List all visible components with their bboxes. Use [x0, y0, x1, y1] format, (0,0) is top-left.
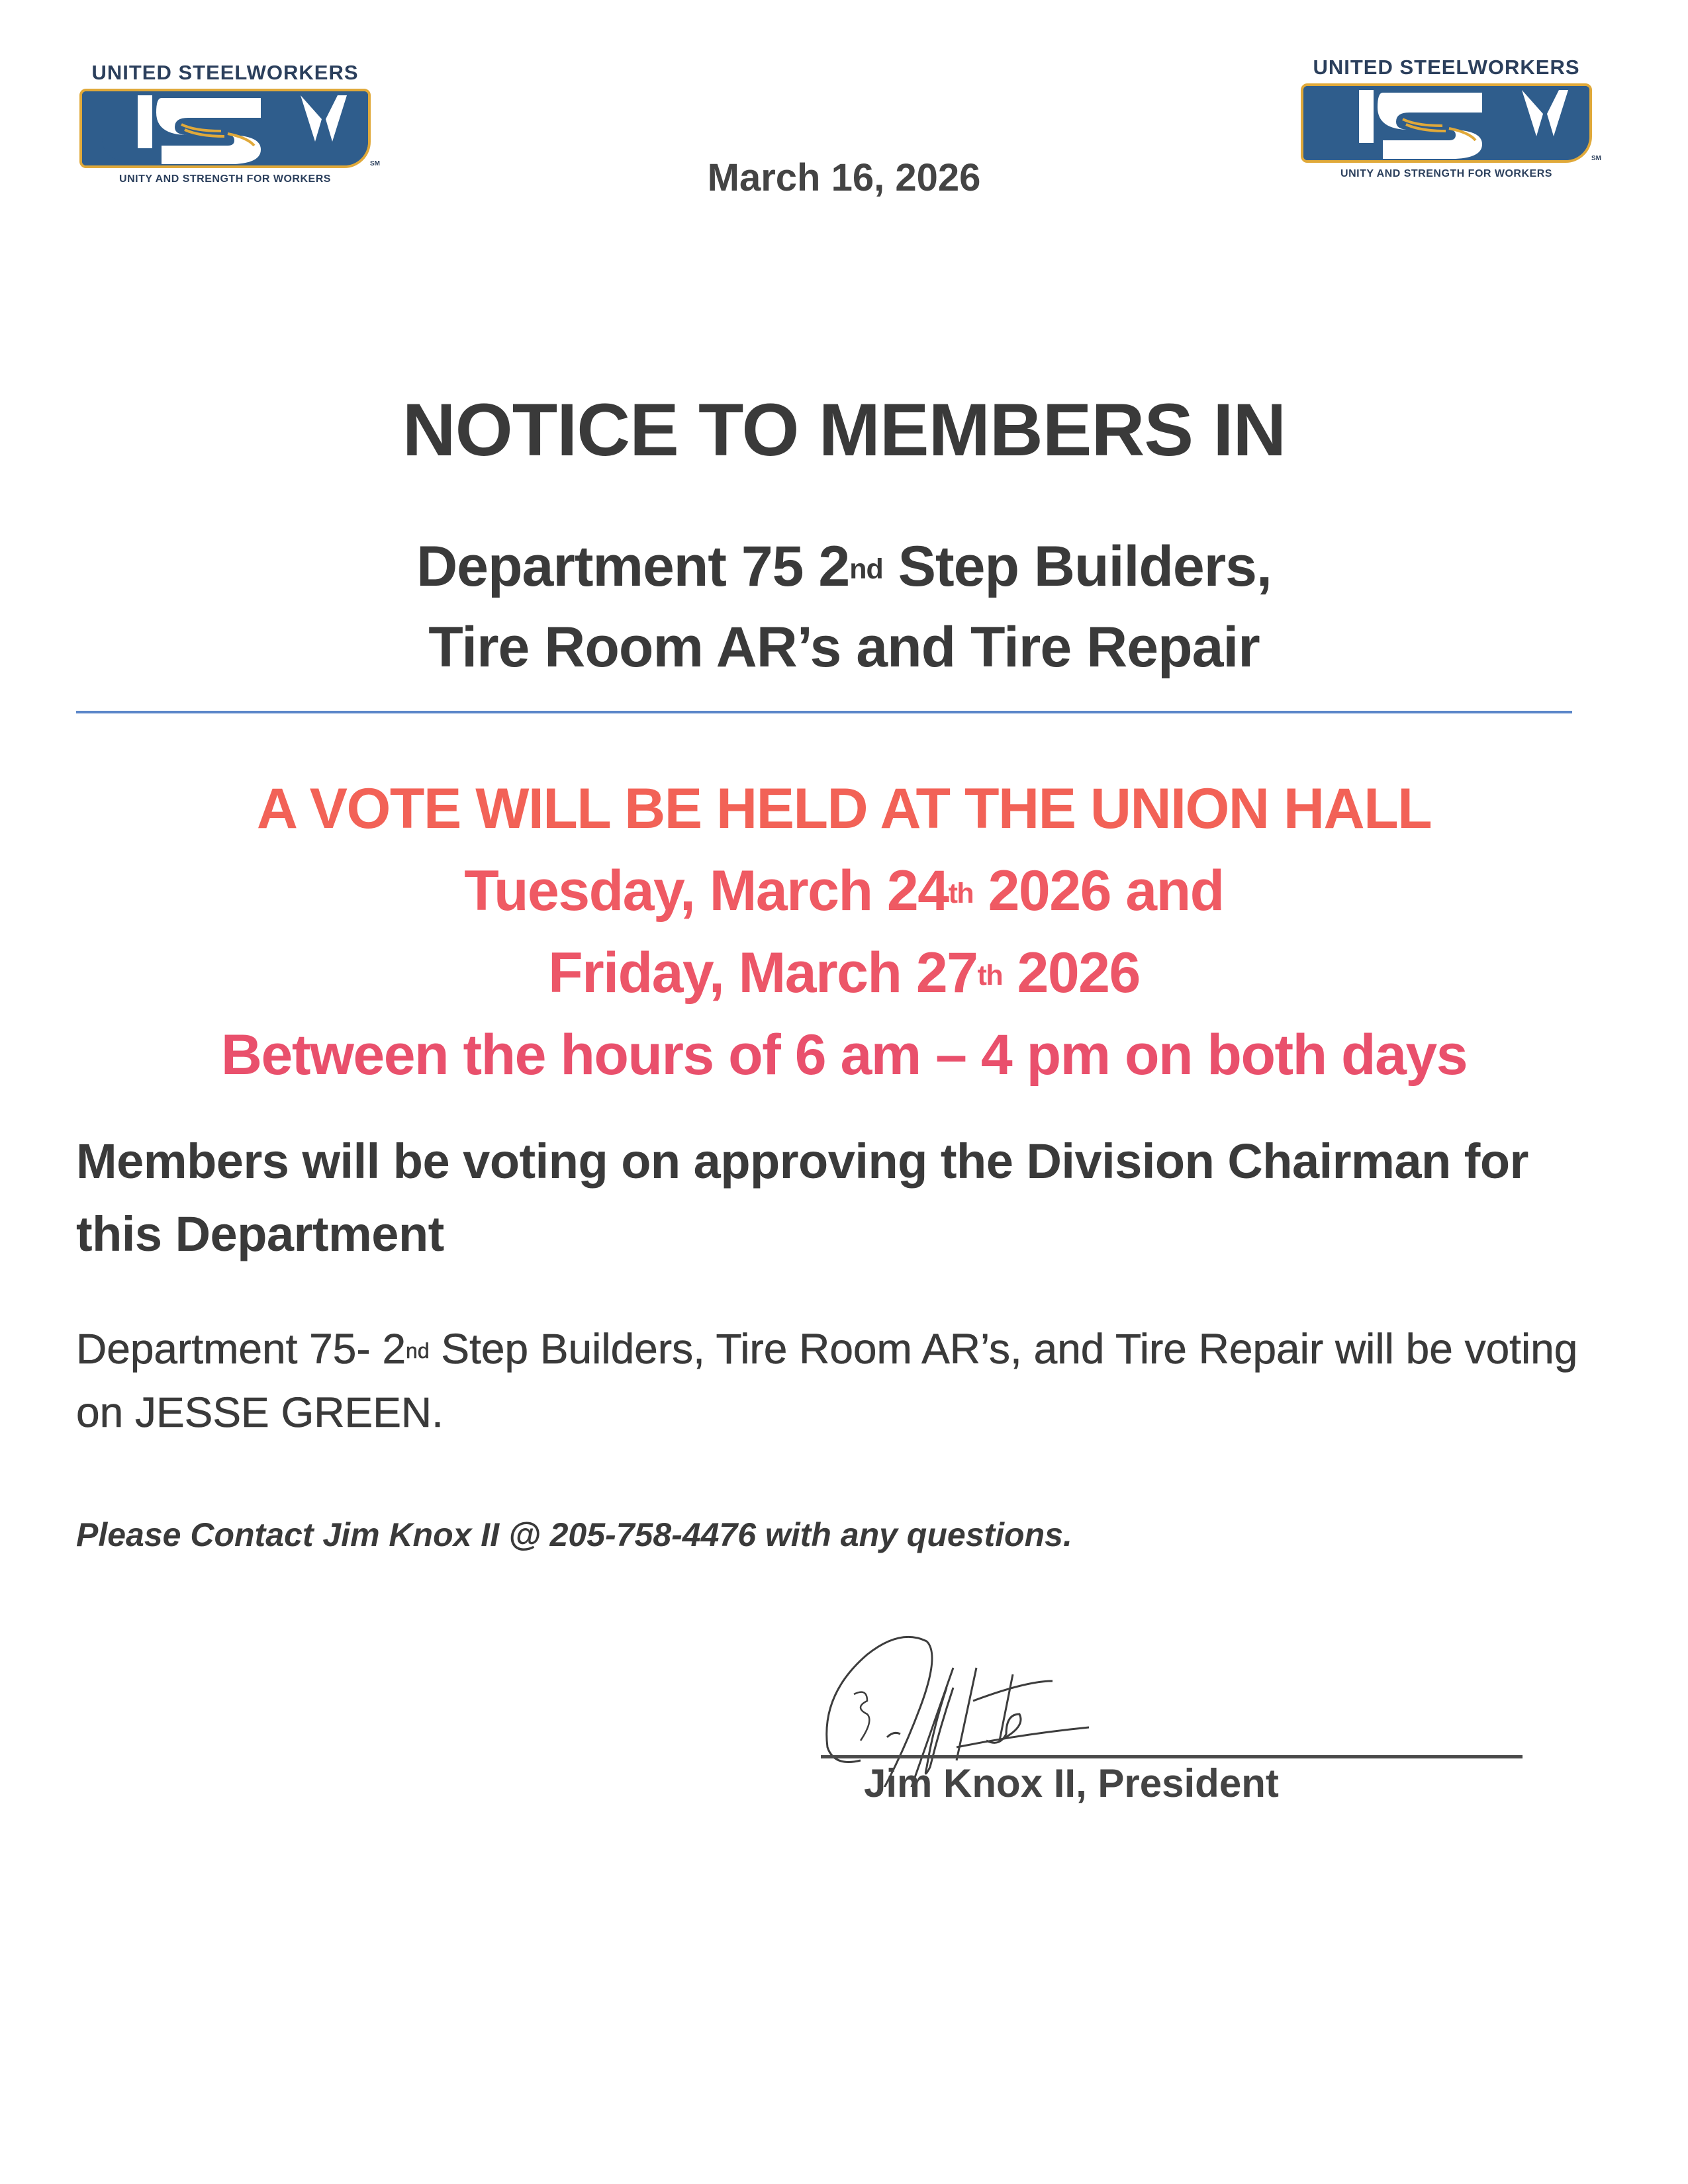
logo-top-text: UNITED STEELWORKERS [1313, 56, 1580, 79]
vote-announcement [0, 768, 1688, 1096]
signature-line [821, 1755, 1523, 1758]
vote-purpose: Members will be voting on approving the Division Chairman for this Department [76, 1134, 1528, 1261]
vote-date-2: Friday, March 27th 2026 [548, 941, 1140, 1005]
department-heading [0, 526, 1688, 688]
logo-tagline: UNITY AND STRENGTH FOR WORKERS [119, 173, 331, 185]
vote-location: A VOTE WILL BE HELD AT THE UNION HALL [256, 777, 1432, 841]
logo-top-text: UNITED STEELWORKERS [91, 61, 359, 84]
signatory-name: Jim Knox II, President [864, 1761, 1279, 1805]
divider [76, 711, 1572, 713]
vote-hours: Between the hours of 6 am – 4 pm on both days [220, 1023, 1468, 1087]
vote-date-1: Tuesday, March 24th 2026 and [464, 859, 1224, 923]
contact-info: Please Contact Jim Knox II @ 205-758-4476 with any questions. [76, 1516, 1072, 1553]
service-mark: SM [370, 160, 380, 167]
department-heading-line1: Department 75 2nd Step Builders, [416, 535, 1272, 598]
notice-date: March 16, 2026 [707, 156, 981, 199]
service-mark: SM [1591, 155, 1601, 162]
logo-tagline: UNITY AND STRENGTH FOR WORKERS [1340, 168, 1552, 179]
department-heading-line2: Tire Room AR’s and Tire Repair [428, 615, 1260, 679]
page-title: NOTICE TO MEMBERS IN [402, 388, 1286, 471]
usw-mark-icon [1301, 83, 1592, 163]
vote-candidate: Department 75- 2nd Step Builders, Tire Room AR’s, and Tire Repair will be voting on JESSE GREEN. [76, 1325, 1578, 1436]
